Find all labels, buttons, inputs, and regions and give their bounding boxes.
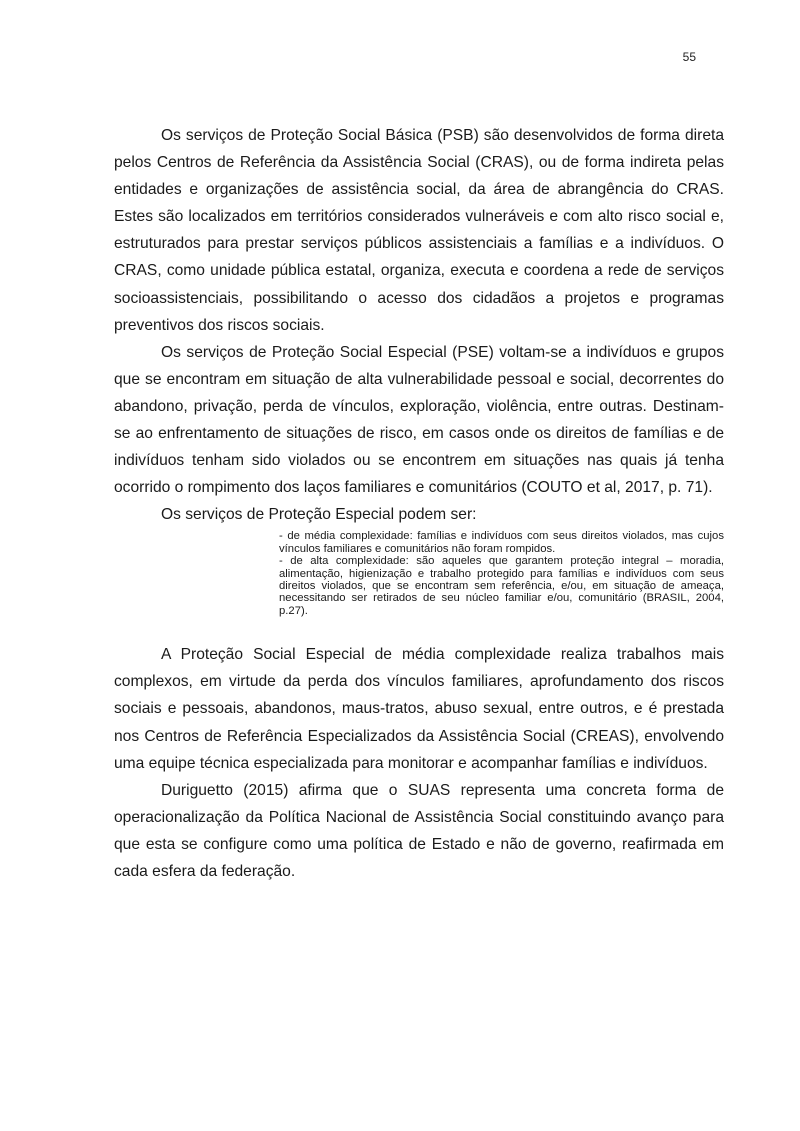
quote-item-media-complexidade: - de média complexidade: famílias e indivíduos com seus direitos violados, mas cujos vínculos familiares e comunitários não foram rompidos.	[279, 530, 724, 555]
paragraph-psb: Os serviços de Proteção Social Básica (PSB) são desenvolvidos de forma direta pelos Centros de Referência da Assistência Social (CRAS), ou de forma indireta pelas entidades e organizações de assistência social, da área de abrangência do CRAS. Estes são localizados em territórios considerados vulneráveis e com alto risco social e, estruturados para prestar serviços públicos assistenciais a famílias e a indivíduos. O CRAS, como unidade pública estatal, organiza, executa e coordena a rede de serviços socioassistenciais, possibilitando o acesso dos cidadãos a projetos e programas preventivos dos riscos sociais.	[114, 127, 724, 334]
paragraph-pse: Os serviços de Proteção Social Especial (PSE) voltam-se a indivíduos e grupos que se encontram em situação de alta vulnerabilidade pessoal e social, decorrentes do abandono, privação, perda de vínculos, exploração, violência, entre outras. Destinam-se ao enfrentamento de situações de risco, em casos onde os direitos de famílias e de indivíduos tenham sido violados ou se encontrem em situações nas quais já tenha ocorrido o rompimento dos laços familiares e comunitários (COUTO et al, 2017, p. 71).	[114, 343, 724, 497]
page-body	[114, 122, 724, 885]
paragraph-media-complexidade: A Proteção Social Especial de média complexidade realiza trabalhos mais complexos, em virtude da perda dos vínculos familiares, aprofundamento dos riscos sociais e pessoais, abandonos, maus-tratos, abuso sexual, entre outros, e é prestada nos Centros de Referência Especializados da Assistência Social (CREAS), envolvendo uma equipe técnica especializada para monitorar e acompanhar famílias e indivíduos.	[114, 646, 724, 772]
paragraph-quote-lead: Os serviços de Proteção Especial podem ser:	[161, 506, 477, 524]
paragraph-duriguetto: Duriguetto (2015) afirma que o SUAS representa uma concreta forma de operacionalização da Política Nacional de Assistência Social constituindo avanço para que esta se configure como uma política de Estado e não de governo, reafirmada em cada esfera da federação.	[114, 781, 724, 880]
quote-item-alta-complexidade: - de alta complexidade: são aqueles que garantem proteção integral – moradia, alimentação, higienização e trabalho protegido para famílias e indivíduos com seus direitos violados, que se encontram sem referência, e/ou, em situação de ameaça, necessitando ser retirados de seu núcleo familiar e/ou, comunitário (BRASIL, 2004, p.27).	[279, 555, 724, 617]
page-number: 55	[682, 50, 696, 64]
block-quote	[279, 530, 724, 617]
